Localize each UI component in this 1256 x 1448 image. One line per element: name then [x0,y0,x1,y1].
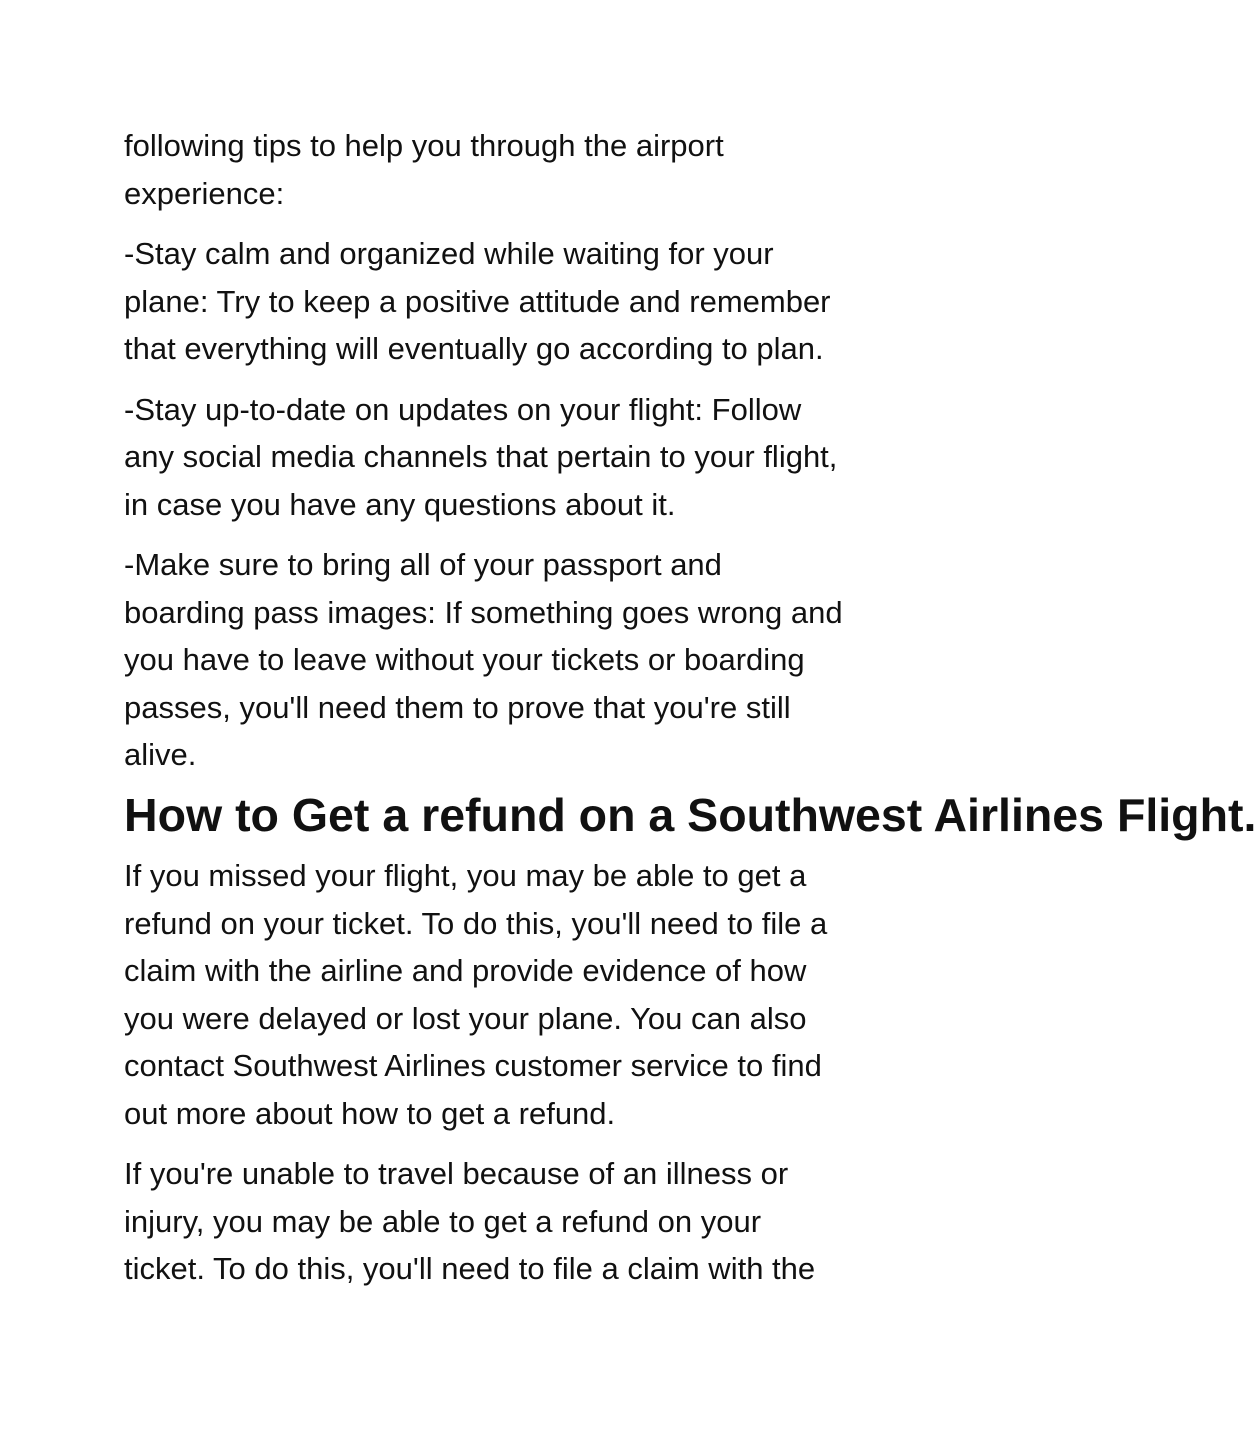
section-heading-refund: How to Get a refund on a Southwest Airlines Flight. [124,788,1256,841]
text-line: -Make sure to bring all of your passport and [124,547,722,582]
text-line: you have to leave without your tickets or boarding [124,642,805,677]
text-line: ticket. To do this, you'll need to file a claim with the [124,1251,816,1286]
text-line: -Stay up-to-date on updates on your flight: Follow [124,391,802,427]
text-line: injury, you may be able to get a refund on your [124,1203,762,1239]
text-line: claim with the airline and provide evidence of how [124,953,807,988]
text-line: out more about how to get a refund. [124,1095,616,1131]
paragraph-tip-bring-passport [124,541,914,779]
document-content [124,122,1256,1306]
text-line: you were delayed or lost your plane. You can also [124,1000,807,1036]
text-line: If you missed your flight, you may be able to get a [124,858,807,893]
text-line: refund on your ticket. To do this, you'll need to file a [124,905,828,941]
text-line: experience: [124,175,285,211]
text-line: passes, you'll need them to prove that you're still [124,689,791,725]
text-line: alive. [124,737,197,772]
paragraph-tip-stay-updated [124,386,914,529]
text-line: -Stay calm and organized while waiting for your [124,236,774,271]
text-line: that everything will eventually go according to plan. [124,331,824,366]
text-line: boarding pass images: If something goes wrong and [124,594,843,630]
text-line: contact Southwest Airlines customer service to find [124,1048,822,1083]
text-line: following tips to help you through the airport [124,128,724,163]
text-line: any social media channels that pertain to your flight, [124,439,838,474]
text-line: If you're unable to travel because of an illness or [124,1156,789,1191]
paragraph-airport-tips-intro [124,122,914,217]
paragraph-illness-refund [124,1150,914,1293]
paragraph-tip-stay-calm [124,230,914,373]
text-line: in case you have any questions about it. [124,486,676,522]
paragraph-missed-flight-refund [124,852,914,1137]
text-line: plane: Try to keep a positive attitude and remember [124,283,831,319]
